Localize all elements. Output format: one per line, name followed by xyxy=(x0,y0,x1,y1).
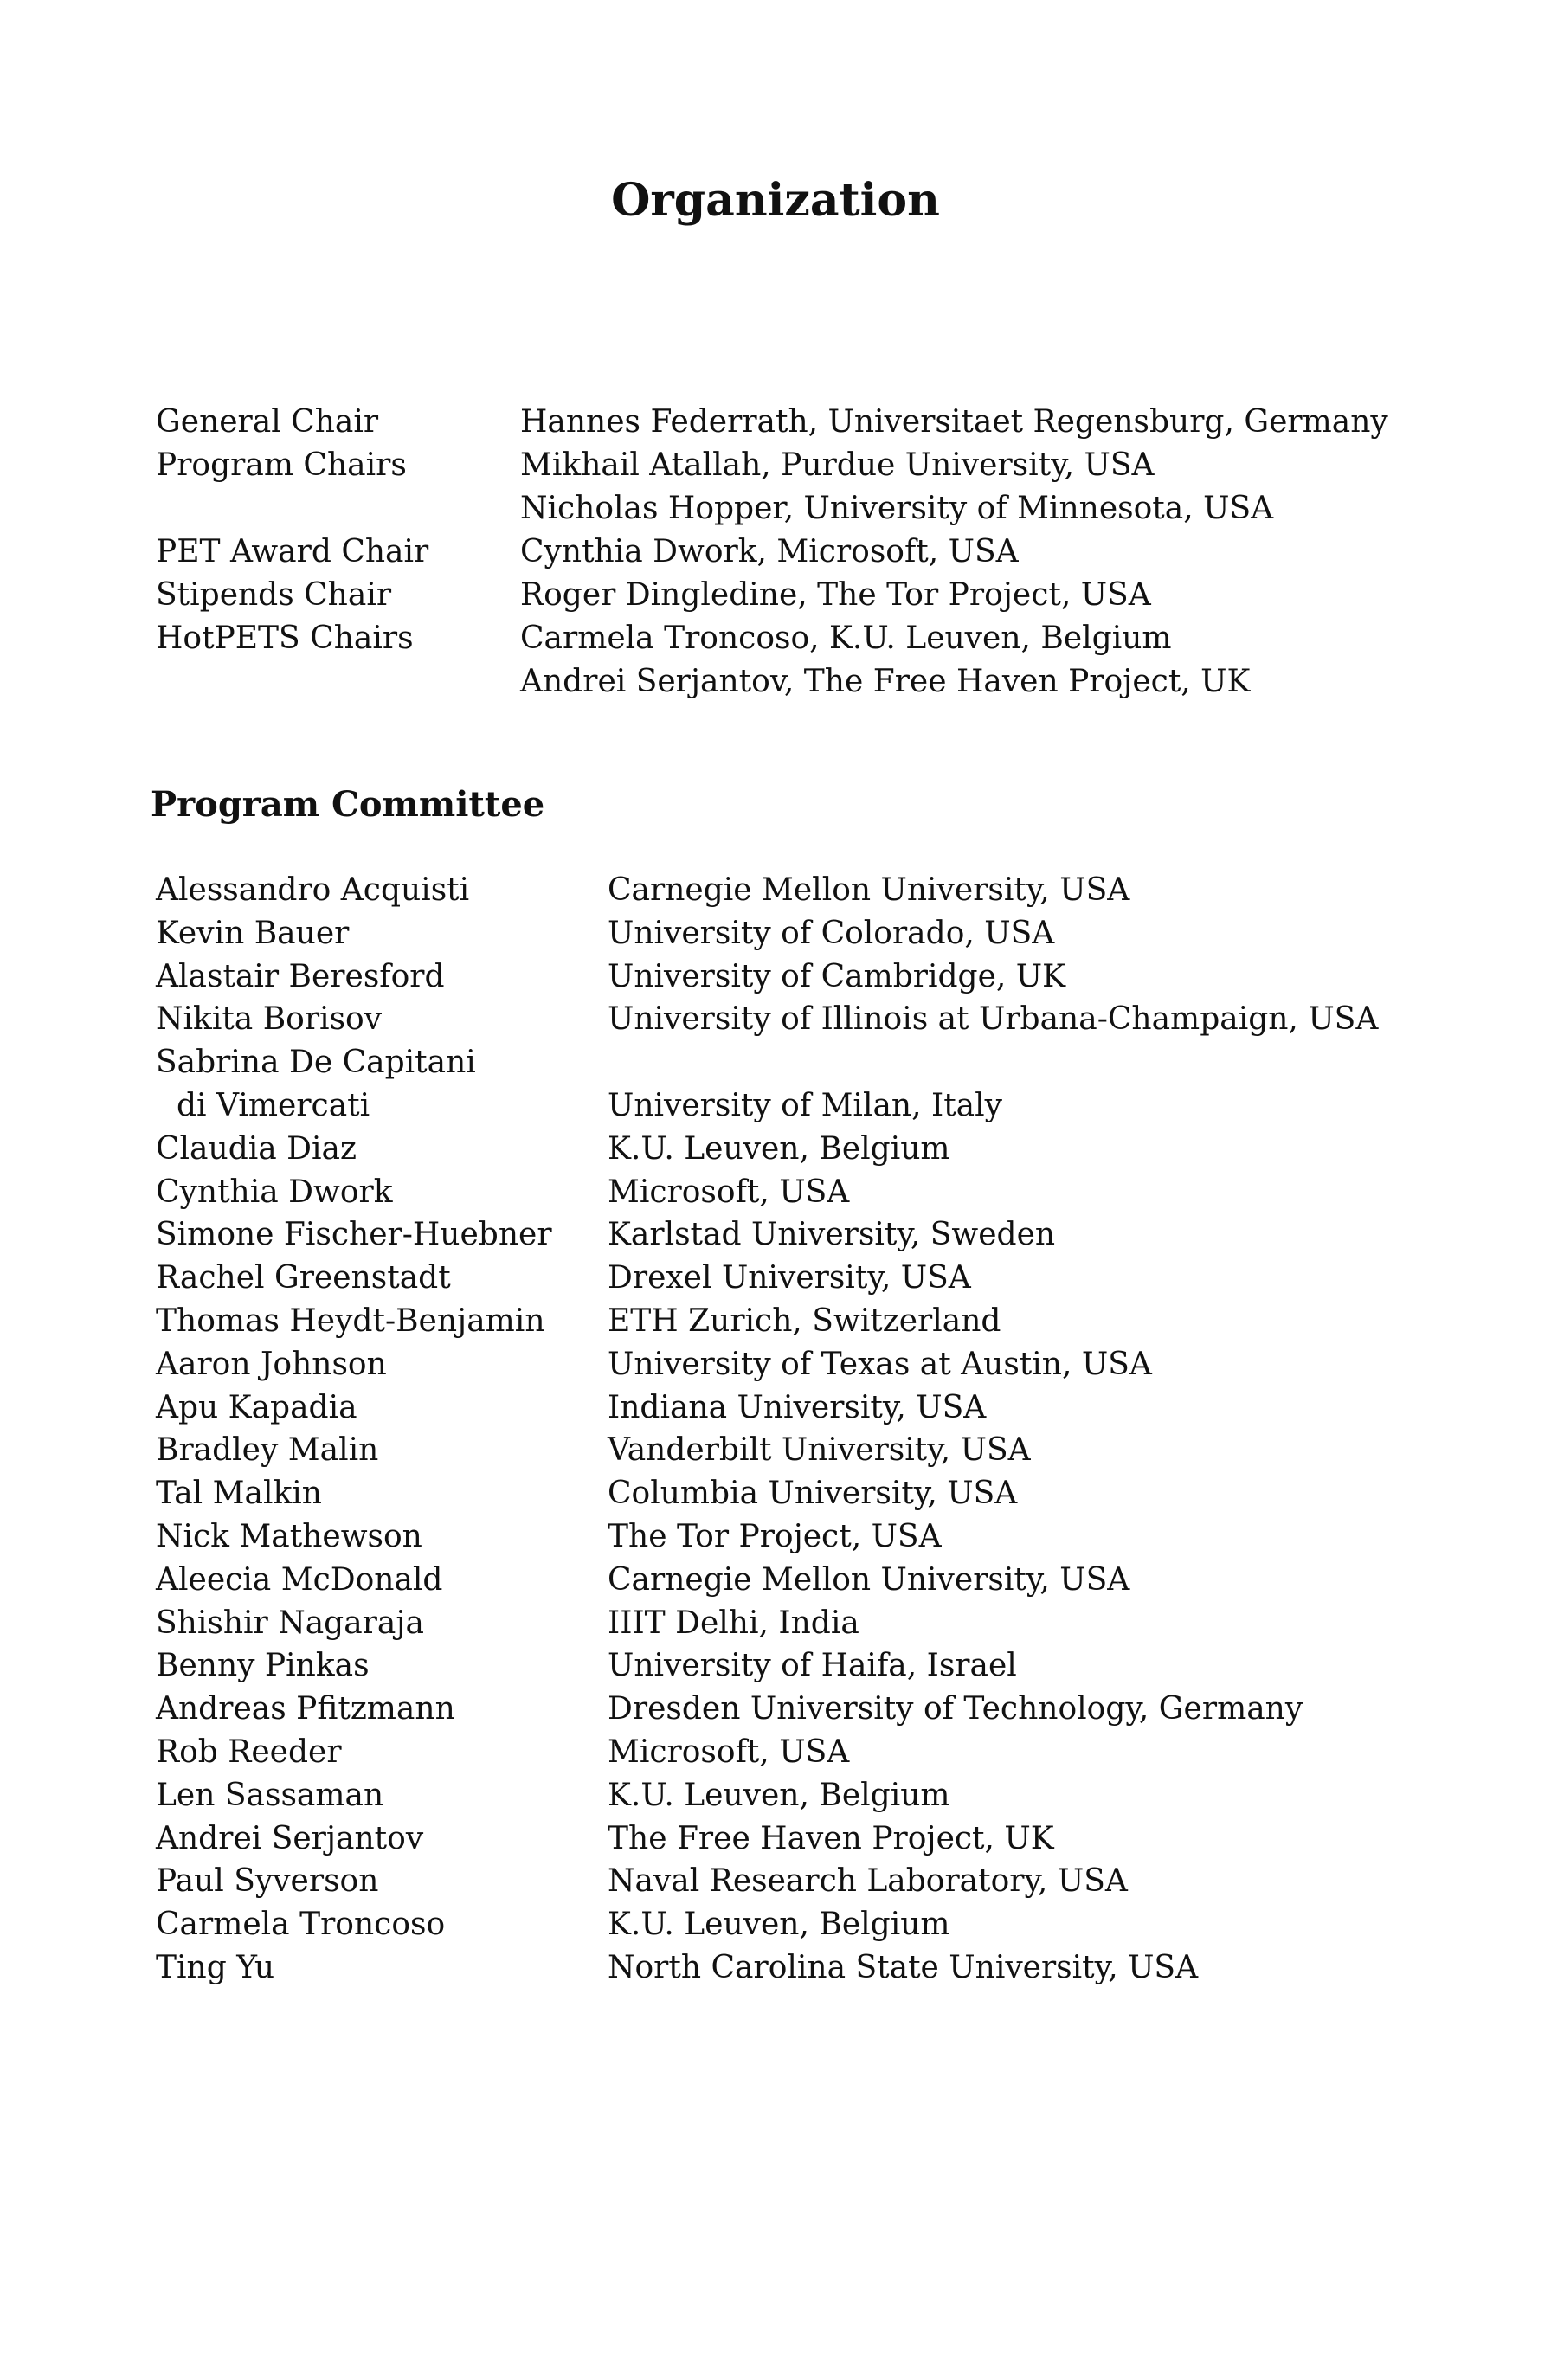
member-affiliation: North Carolina State University, USA xyxy=(608,1949,1199,1985)
member-name: Andrei Serjantov xyxy=(156,1820,424,1856)
committee-member-row xyxy=(156,1602,1402,1645)
member-name: Alessandro Acquisti xyxy=(156,872,470,908)
organization-row xyxy=(156,660,1402,704)
committee-member-row xyxy=(156,1429,1402,1472)
organization-row xyxy=(156,531,1402,574)
member-name-continuation: di Vimercati xyxy=(177,1087,370,1123)
member-affiliation: The Free Haven Project, UK xyxy=(608,1820,1054,1856)
program-committee-list xyxy=(156,869,1402,1990)
member-affiliation: IIIT Delhi, India xyxy=(608,1605,859,1641)
organization-person: Nicholas Hopper, University of Minnesota, USA xyxy=(520,491,1274,526)
member-affiliation: University of Texas at Austin, USA xyxy=(608,1346,1152,1382)
member-affiliation: Carnegie Mellon University, USA xyxy=(608,1561,1130,1598)
member-affiliation: University of Illinois at Urbana-Champaign, USA xyxy=(608,1001,1379,1038)
committee-member-row xyxy=(156,1213,1402,1257)
member-affiliation: ETH Zurich, Switzerland xyxy=(608,1303,1001,1339)
committee-member-row xyxy=(156,1946,1402,1990)
committee-member-row xyxy=(156,1731,1402,1774)
committee-member-row xyxy=(156,1860,1402,1903)
organization-row xyxy=(156,574,1402,617)
member-affiliation: Drexel University, USA xyxy=(608,1260,971,1296)
member-affiliation: University of Haifa, Israel xyxy=(608,1648,1017,1684)
organization-person: Cynthia Dwork, Microsoft, USA xyxy=(520,534,1019,569)
organization-role: Program Chairs xyxy=(156,447,407,483)
organization-row xyxy=(156,444,1402,487)
member-name: Tal Malkin xyxy=(156,1476,322,1512)
member-affiliation: K.U. Leuven, Belgium xyxy=(608,1907,950,1943)
committee-member-row xyxy=(156,1644,1402,1688)
committee-member-row xyxy=(156,1515,1402,1559)
organization-person: Carmela Troncoso, K.U. Leuven, Belgium xyxy=(520,621,1172,656)
organization-person: Hannes Federrath, Universitaet Regensburg, Germany xyxy=(520,404,1388,440)
program-committee-heading: Program Committee xyxy=(151,784,545,825)
committee-member-row xyxy=(156,1300,1402,1343)
member-name: Claudia Diaz xyxy=(156,1130,357,1167)
committee-member-row xyxy=(156,1343,1402,1386)
member-name: Cynthia Dwork xyxy=(156,1174,393,1210)
member-name: Thomas Heydt-Benjamin xyxy=(156,1303,545,1339)
member-affiliation: University of Colorado, USA xyxy=(608,915,1055,951)
organization-person: Mikhail Atallah, Purdue University, USA xyxy=(520,447,1155,483)
committee-member-row xyxy=(156,869,1402,912)
organization-table xyxy=(156,401,1402,704)
member-affiliation: K.U. Leuven, Belgium xyxy=(608,1777,950,1813)
member-name: Apu Kapadia xyxy=(156,1389,357,1425)
member-affiliation: Columbia University, USA xyxy=(608,1476,1018,1512)
member-name: Bradley Malin xyxy=(156,1432,379,1469)
organization-role: General Chair xyxy=(156,404,379,440)
organization-role: HotPETS Chairs xyxy=(156,621,414,656)
committee-member-row xyxy=(156,1084,1402,1128)
committee-member-row xyxy=(156,955,1402,999)
member-name: Andreas Pfitzmann xyxy=(156,1691,455,1727)
member-affiliation: Microsoft, USA xyxy=(608,1174,850,1210)
member-name: Rachel Greenstadt xyxy=(156,1260,451,1296)
member-affiliation: Vanderbilt University, USA xyxy=(608,1432,1031,1469)
member-name: Shishir Nagaraja xyxy=(156,1605,424,1641)
member-affiliation: Dresden University of Technology, Germany xyxy=(608,1691,1303,1727)
member-name: Sabrina De Capitani xyxy=(156,1045,476,1081)
member-name: Nikita Borisov xyxy=(156,1001,383,1038)
organization-row xyxy=(156,617,1402,660)
member-affiliation: University of Cambridge, UK xyxy=(608,958,1065,994)
organization-person: Andrei Serjantov, The Free Haven Project, UK xyxy=(520,664,1251,699)
committee-member-row xyxy=(156,1041,1402,1084)
committee-member-row xyxy=(156,1472,1402,1515)
member-affiliation: The Tor Project, USA xyxy=(608,1518,942,1554)
member-name: Aaron Johnson xyxy=(156,1346,387,1382)
member-affiliation: Naval Research Laboratory, USA xyxy=(608,1863,1128,1900)
organization-row xyxy=(156,401,1402,444)
committee-member-row xyxy=(156,998,1402,1041)
member-affiliation: K.U. Leuven, Belgium xyxy=(608,1130,950,1167)
organization-person: Roger Dingledine, The Tor Project, USA xyxy=(520,577,1151,613)
committee-member-row xyxy=(156,1386,1402,1430)
member-name: Kevin Bauer xyxy=(156,915,350,951)
member-affiliation: University of Milan, Italy xyxy=(608,1087,1002,1123)
committee-member-row xyxy=(156,912,1402,955)
committee-member-row xyxy=(156,1128,1402,1171)
organization-row xyxy=(156,487,1402,531)
committee-member-row xyxy=(156,1171,1402,1214)
committee-member-row xyxy=(156,1817,1402,1861)
member-name: Alastair Beresford xyxy=(156,958,445,994)
member-affiliation: Indiana University, USA xyxy=(608,1389,987,1425)
committee-member-row xyxy=(156,1559,1402,1602)
member-name: Rob Reeder xyxy=(156,1734,342,1770)
committee-member-row xyxy=(156,1903,1402,1946)
member-affiliation: Karlstad University, Sweden xyxy=(608,1217,1056,1253)
committee-member-row xyxy=(156,1774,1402,1817)
member-name: Benny Pinkas xyxy=(156,1648,370,1684)
member-name: Paul Syverson xyxy=(156,1863,379,1900)
member-affiliation: Carnegie Mellon University, USA xyxy=(608,872,1130,908)
member-name: Simone Fischer-Huebner xyxy=(156,1217,552,1253)
member-affiliation: Microsoft, USA xyxy=(608,1734,850,1770)
member-name: Ting Yu xyxy=(156,1949,275,1985)
member-name: Carmela Troncoso xyxy=(156,1907,446,1943)
page-title: Organization xyxy=(611,174,940,227)
member-name: Nick Mathewson xyxy=(156,1518,422,1554)
organization-role: PET Award Chair xyxy=(156,534,429,569)
committee-member-row xyxy=(156,1688,1402,1731)
member-name: Len Sassaman xyxy=(156,1777,384,1813)
organization-role: Stipends Chair xyxy=(156,577,392,613)
member-name: Aleecia McDonald xyxy=(156,1561,443,1598)
committee-member-row xyxy=(156,1257,1402,1300)
